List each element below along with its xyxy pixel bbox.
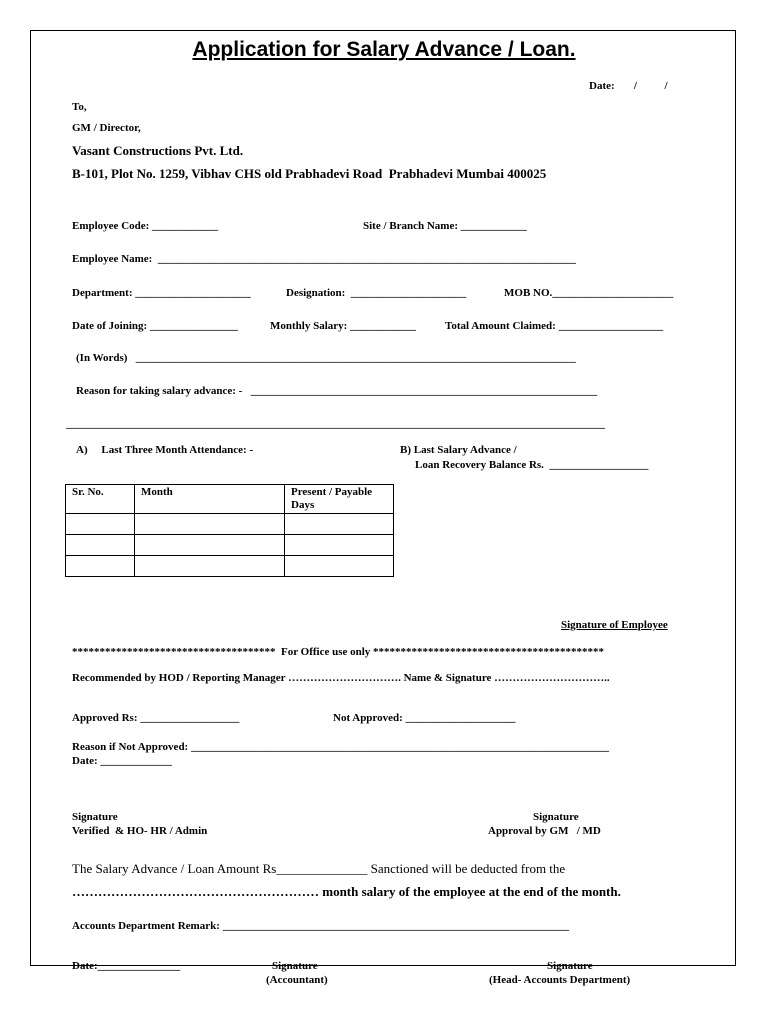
- address-recipient: GM / Director,: [72, 122, 141, 134]
- table-header-row: [66, 485, 394, 514]
- col-header-month: Month: [135, 485, 285, 514]
- reason-not-approved-field[interactable]: Reason if Not Approved: ____________________________________________________________________________: [72, 741, 609, 753]
- date-of-joining-field[interactable]: Date of Joining: ________________: [72, 320, 238, 332]
- hr-signature-role: Verified & HO- HR / Admin: [72, 825, 208, 837]
- address-to: To,: [72, 101, 87, 113]
- gm-signature-label: Signature: [533, 811, 579, 823]
- table-row: [66, 514, 394, 535]
- table-cell[interactable]: [135, 514, 285, 535]
- site-branch-field[interactable]: Site / Branch Name: ____________: [363, 220, 527, 232]
- accountant-signature-label: Signature: [272, 960, 318, 972]
- head-accounts-role: (Head- Accounts Department): [489, 974, 631, 986]
- sanction-line-1[interactable]: The Salary Advance / Loan Amount Rs______________ Sanctioned will be deducted from the: [72, 861, 566, 876]
- table-cell[interactable]: [285, 514, 394, 535]
- employee-code-field[interactable]: Employee Code: ____________: [72, 220, 219, 232]
- table-cell[interactable]: [285, 535, 394, 556]
- table-cell[interactable]: [135, 556, 285, 577]
- accounts-remark-field[interactable]: Accounts Department Remark: _______________________________________________________________: [72, 920, 570, 932]
- attendance-label: A) Last Three Month Attendance: -: [76, 444, 254, 456]
- employee-name-field[interactable]: Employee Name: ____________________________________________________________________________: [72, 253, 576, 265]
- last-advance-balance-field[interactable]: Loan Recovery Balance Rs. __________________: [415, 459, 649, 471]
- sanction-line-2[interactable]: ………………………………………………… month salary of the employee at the end of the month.: [72, 884, 621, 899]
- head-accounts-signature-label: Signature: [547, 960, 593, 972]
- signature-of-employee: Signature of Employee: [561, 619, 668, 631]
- department-field[interactable]: Department: _____________________: [72, 287, 251, 299]
- office-date-field[interactable]: Date: _____________: [72, 755, 172, 767]
- date-field[interactable]: Date: / /: [589, 80, 668, 92]
- table-cell[interactable]: [285, 556, 394, 577]
- form-title: Application for Salary Advance / Loan.: [192, 38, 576, 61]
- total-claimed-field[interactable]: Total Amount Claimed: ___________________: [445, 320, 664, 332]
- recommended-by-field[interactable]: Recommended by HOD / Reporting Manager …………………………. Name & Signature …………………………..: [72, 672, 610, 684]
- not-approved-field[interactable]: Not Approved: ____________________: [333, 712, 516, 724]
- designation-field[interactable]: Designation: _____________________: [286, 287, 467, 299]
- gm-signature-role: Approval by GM / MD: [488, 825, 601, 837]
- address-street: B-101, Plot No. 1259, Vibhav CHS old Prabhadevi Road Prabhadevi Mumbai 400025: [72, 166, 547, 181]
- address-company: Vasant Constructions Pvt. Ltd.: [72, 143, 244, 158]
- reason-line-2[interactable]: __________________________________________________________________________________________________: [66, 418, 605, 430]
- hr-signature-label: Signature: [72, 811, 118, 823]
- table-cell[interactable]: [66, 556, 135, 577]
- table-cell[interactable]: [66, 535, 135, 556]
- footer-date-field[interactable]: Date:_______________: [72, 960, 181, 972]
- col-header-present-days: Present / Payable Days: [285, 485, 394, 514]
- accountant-role: (Accountant): [266, 974, 328, 986]
- table-cell[interactable]: [135, 535, 285, 556]
- in-words-field[interactable]: (In Words) ________________________________________________________________________________: [76, 352, 576, 364]
- approved-rs-field[interactable]: Approved Rs: __________________: [72, 712, 240, 724]
- reason-field[interactable]: Reason for taking salary advance: - _______________________________________________________________: [76, 385, 598, 397]
- table-row: [66, 535, 394, 556]
- table-row: [66, 556, 394, 577]
- col-header-sr-no: Sr. No.: [66, 485, 135, 514]
- table-cell[interactable]: [66, 514, 135, 535]
- attendance-table: [65, 484, 394, 577]
- last-advance-line1: B) Last Salary Advance /: [400, 444, 517, 456]
- mob-no-field[interactable]: MOB NO.______________________: [504, 287, 674, 299]
- monthly-salary-field[interactable]: Monthly Salary: ____________: [270, 320, 417, 332]
- office-use-divider: ************************************* For Office use only ******************************************: [72, 646, 605, 658]
